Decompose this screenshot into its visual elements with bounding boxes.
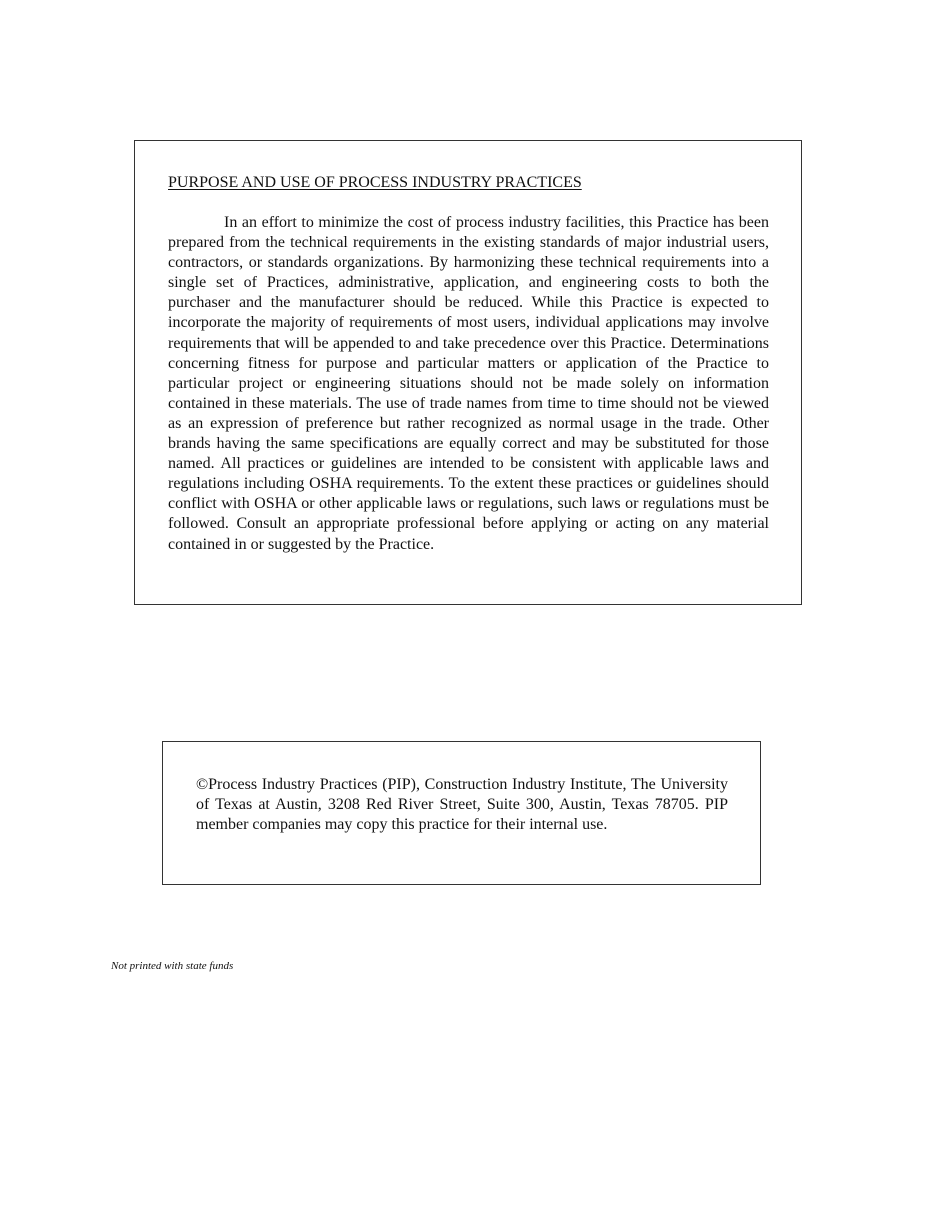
purpose-body-text: In an effort to minimize the cost of process industry facilities, this Practice has been prepared from the technical requirements in the existing standards of major industrial users, contractors, or standards organizations. By harmonizing these technical requirements into a single set of Practices, administrative, application, and engineering costs to both the purchaser and the manufacturer should be reduced. While this Practice is expected to incorporate the majority of requirements of most users, individual applications may involve requirements that will be appended to and take precedence over this Practice. Determinations concerning fitness for purpose and particular matters or application of the Practice to particular project or engineering situations should not be made solely on information contained in these materials. The use of trade names from time to time should not be viewed as an expression of preference but rather recognized as normal usage in the trade. Other brands having the same specifications are equally correct and may be substituted for those named. All practices or guidelines are intended to be consistent with applicable laws and regulations including OSHA requirements. To the extent these practices or guidelines should conflict with OSHA or other applicable laws or regulations, such laws or regulations must be followed. Consult an appropriate professional before applying or acting on any material contained in or suggested by the Practice. bbox=[168, 214, 769, 553]
copyright-section bbox=[162, 741, 761, 885]
copyright-text: ©Process Industry Practices (PIP), Construction Industry Institute, The University of Texas at Austin, 3208 Red River Street, Suite 300, Austin, Texas 78705. PIP member companies may copy this practice for their internal use. bbox=[196, 776, 728, 833]
purpose-section bbox=[134, 140, 802, 605]
footer-note: Not printed with state funds bbox=[111, 960, 234, 972]
purpose-title: PURPOSE AND USE OF PROCESS INDUSTRY PRACTICES bbox=[168, 174, 582, 191]
